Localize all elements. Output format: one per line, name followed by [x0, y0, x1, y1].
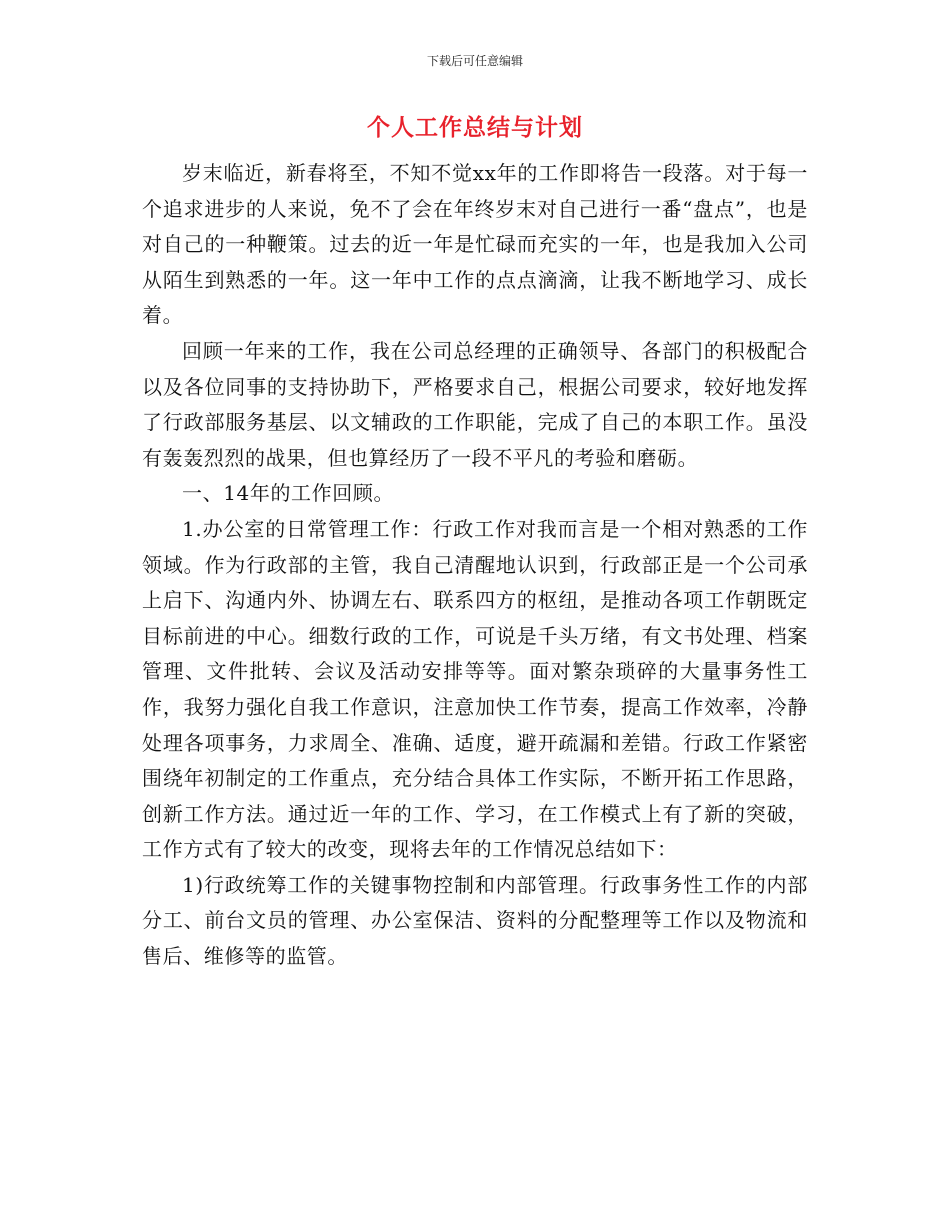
section-heading-14-review: 一、14年的工作回顾。: [182, 481, 395, 506]
document-body: [142, 156, 808, 975]
paragraph-intro: 岁末临近，新春将至，不知不觉xx年的工作即将告一段落。对于每一个追求进步的人来说，免不了会在年终岁末对自己进行一番“盘点”，也是对自己的一种鞭策。过去的近一年是忙碌而充实的一年，也是我加入公司从陌生到熟悉的一年。这一年中工作的点点滴滴，让我不断地学习、成长着。: [142, 161, 808, 328]
paragraph-review: 回顾一年来的工作，我在公司总经理的正确领导、各部门的积极配合以及各位同事的支持协助下，严格要求自己，根据公司要求，较好地发挥了行政部服务基层、以文辅政的工作职能，完成了自己的本职工作。虽没有轰轰烈烈的战果，但也算经历了一段不平凡的考验和磨砺。: [142, 338, 808, 470]
page-header: 下载后可任意编辑: [426, 54, 523, 68]
paragraph-office-management: 1.办公室的日常管理工作：行政工作对我而言是一个相对熟悉的工作领域。作为行政部的主管，我自己清醒地认识到，行政部正是一个公司承上启下、沟通内外、协调左右、联系四方的枢纽，是推动各项工作朝既定目标前进的中心。细数行政的工作，可说是千头万绪，有文书处理、档案管理、文件批转、会议及活动安排等等。面对繁杂琐碎的大量事务性工作，我努力强化自我工作意识，注意加快工作节奏，提高工作效率，冷静处理各项事务，力求周全、准确、适度，避开疏漏和差错。行政工作紧密围绕年初制定的工作重点，充分结合具体工作实际，不断开拓工作思路，创新工作方法。通过近一年的工作、学习，在工作模式上有了新的突破，工作方式有了较大的改变，现将去年的工作情况总结如下：: [142, 516, 808, 862]
paragraph-admin-coordination: 1)行政统筹工作的关键事物控制和内部管理。行政事务性工作的内部分工、前台文员的管理、办公室保洁、资料的分配整理等工作以及物流和售后、维修等的监管。: [142, 872, 808, 969]
document-title: 个人工作总结与计划: [367, 114, 583, 141]
